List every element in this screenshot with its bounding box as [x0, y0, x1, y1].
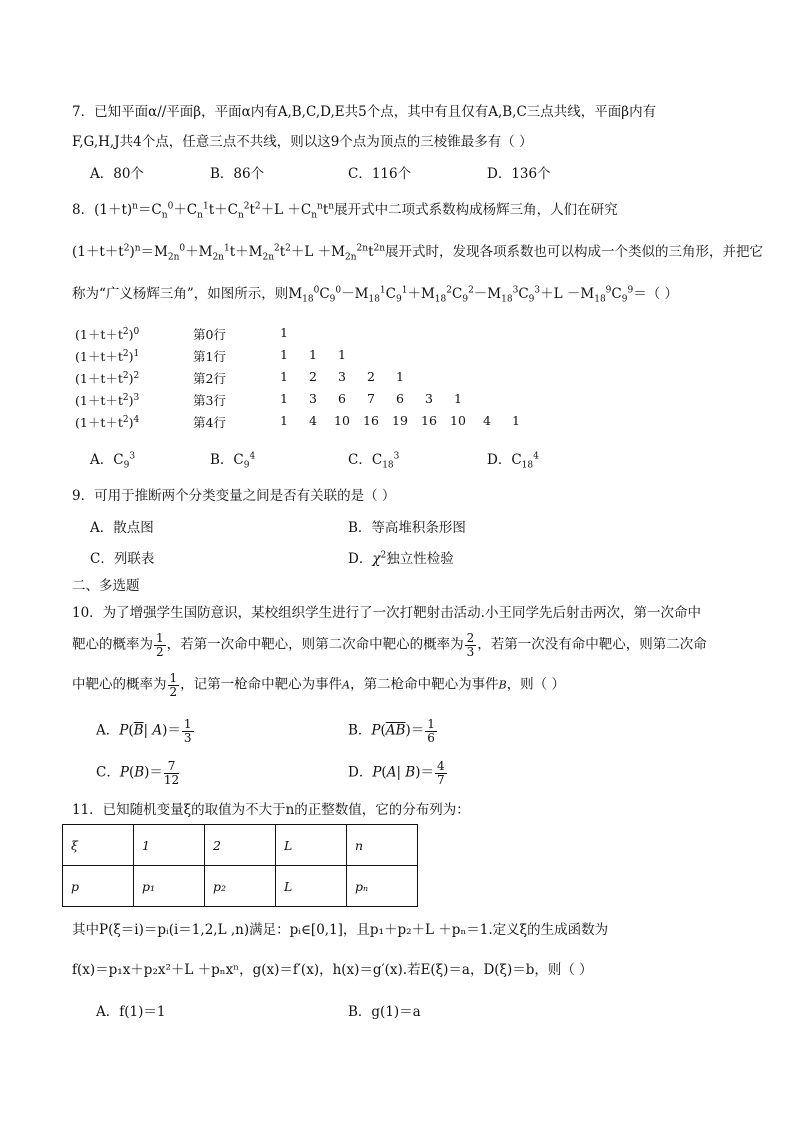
q8-stem-line2: [72, 244, 763, 261]
triangle-row-label: 第4行: [193, 415, 226, 430]
table-cell: p₁: [134, 866, 205, 907]
triangle-value: 1: [454, 391, 462, 406]
table-cell: ξ: [63, 825, 134, 866]
section-heading: 二、多选题: [72, 578, 140, 594]
q8-line2-text: 展开式时，发现各项系数也可以构成一个类似的三角形，并把它: [385, 244, 764, 260]
q7-option-c: C．116个: [348, 166, 412, 182]
q8-sum-expression: $M_{18}^0C_9^0-M_{18}^1C_9^1+M_{18}^2C_9^2-M_{18}^3C_9^3+L -M_{18}^9C_9^9$: [288, 285, 634, 305]
q8-option-a: A．$C_9^3$: [90, 451, 136, 471]
q11-option-a: A．f(1)＝1: [96, 1004, 166, 1020]
triangle-value: 16: [363, 413, 379, 428]
q8-stem-line1: [72, 202, 618, 219]
q9-stem: 9．可用于推断两个分类变量之间是否有关联的是（ ）: [72, 488, 396, 504]
table-cell: p₂: [205, 866, 276, 907]
q7-option-a: A．80个: [90, 166, 144, 182]
triangle-value: 10: [450, 413, 466, 428]
q10-stem-line3: 中靶心的概率为 $\frac{1}{2}$ ，记第一枪命中靶心为事件A，第二枪命中靶心为事件B，则（ ）: [72, 671, 565, 699]
q10-stem-line1: 10．为了增强学生国防意识，某校组织学生进行了一次打靶射击活动.小王同学先后射击两次，第一次命中: [72, 605, 701, 621]
table-cell: 2: [205, 825, 276, 866]
triangle-value: 1: [280, 391, 288, 406]
q7-stem-line2: F,G,H,J共4个点，任意三点不共线，则以这9个点为顶点的三棱锥最多有（ ）: [72, 134, 533, 150]
triangle-value: 6: [338, 391, 346, 406]
triangle-value: 1: [280, 369, 288, 384]
triangle-row-label: 第3行: [193, 393, 226, 408]
q7-option-b: B．86个: [210, 166, 265, 182]
table-cell: p: [63, 866, 134, 907]
fraction-one-half: $\frac{1}{2}$: [156, 631, 164, 659]
table-cell: L: [276, 866, 347, 907]
q8-option-b: B．$C_9^4$: [210, 451, 256, 471]
triangle-row-label: 第2行: [193, 371, 226, 386]
table-cell: n: [347, 825, 418, 866]
triangle-value: 19: [392, 413, 408, 428]
q10-option-a: A．$P(\overline{B}|$ A)＝ $\frac{1}{3}$: [96, 717, 192, 745]
q8-line3-tail: ＝（ ）: [633, 286, 679, 302]
triangle-value: 1: [280, 347, 288, 362]
q9-option-d: D．$\chi^2$独立性检验: [348, 550, 454, 567]
q8-line1-text: 展开式中二项式系数构成杨辉三角，人们在研究: [334, 202, 618, 218]
triangle-row-expression: $(1+t+t^2)^4$: [75, 414, 140, 430]
distribution-table: [62, 824, 418, 907]
triangle-value: 1: [309, 347, 317, 362]
table-cell: L: [276, 825, 347, 866]
q8-trinomial-formula: $(1+t+t^2)^n=M_{2n}^0+M_{2n}^1t+M_{2n}^2t^2+L +M_{2n}^{2n}t^{2n}$: [72, 243, 386, 263]
triangle-value: 10: [334, 413, 350, 428]
triangle-row-expression: $(1+t+t^2)^1$: [75, 348, 140, 364]
table-row: [63, 825, 418, 866]
triangle-value: 1: [280, 413, 288, 428]
triangle-value: 3: [425, 391, 433, 406]
q11-stem: 11．已知随机变量ξ的取值为不大于n的正整数值，它的分布列为：: [72, 802, 470, 818]
q10-stem-line2: 靶心的概率为 $\frac{1}{2}$ ，若第一次命中靶心，则第二次命中靶心的概率为 $\frac{2}{3}$ ，若第一次没有命中靶心，则第二次命: [72, 631, 707, 659]
triangle-row-expression: $(1+t+t^2)^2$: [75, 370, 140, 386]
triangle-row-expression: $(1+t+t^2)^0$: [75, 326, 140, 342]
q8-line3-head: 称为“广义杨辉三角”，如图所示，则: [72, 286, 289, 302]
triangle-value: 2: [309, 369, 317, 384]
triangle-value: 3: [338, 369, 346, 384]
q7-stem-line1: 7．已知平面α//平面β，平面α内有A,B,C,D,E共5个点，其中有且仅有A,B,C三点共线，平面β内有: [72, 104, 657, 120]
triangle-value: 16: [421, 413, 437, 428]
triangle-value: 1: [512, 413, 520, 428]
triangle-value: 2: [367, 369, 375, 384]
triangle-row-label: 第0行: [193, 327, 226, 342]
fraction-one-half: $\frac{1}{2}$: [169, 671, 178, 699]
q8-stem-line3: [72, 286, 678, 303]
table-row: [63, 866, 418, 907]
q7-option-d: D．136个: [487, 166, 551, 182]
q10-option-d: D．P(A| B)＝ $\frac{4}{7}$: [348, 759, 445, 787]
q8-binomial-formula: 8．$(1+t)^n=C_n^0+C_n^1t+C_n^2t^2+L +C_n^nt^n$: [72, 201, 335, 221]
q9-option-b: B．等高堆积条形图: [348, 520, 466, 536]
triangle-value: 6: [396, 391, 404, 406]
q11-option-b: B．g(1)＝a: [348, 1004, 421, 1020]
q9-option-a: A．散点图: [90, 520, 154, 536]
q8-option-c: C．$C_{18}^3$: [348, 451, 400, 471]
fraction-two-thirds: $\frac{2}{3}$: [466, 631, 475, 659]
triangle-value: 1: [396, 369, 404, 384]
q10-option-c: C．P(B)＝ $\frac{7}{12}$: [96, 759, 180, 787]
triangle-row-expression: $(1+t+t^2)^3$: [75, 392, 140, 408]
triangle-value: 1: [280, 325, 288, 340]
q11-condition-line: 其中P(ξ＝i)＝pᵢ(i＝1,2,L ,n)满足：pᵢ∈[0,1]，且p₁＋p₂＋L ＋pₙ＝1.定义ξ的生成函数为: [72, 922, 609, 938]
triangle-value: 4: [309, 413, 317, 428]
q10-option-b: B．$P(\overline{AB})=$ $\frac{1}{6}$: [348, 717, 435, 745]
triangle-value: 1: [338, 347, 346, 362]
q11-function-line: f(x)＝p₁x＋p₂x²＋L ＋pₙxⁿ，g(x)＝f′(x)，h(x)＝g′(x).若E(ξ)＝a，D(ξ)＝b，则（ ）: [72, 962, 593, 978]
table-cell: pₙ: [347, 866, 418, 907]
triangle-value: 4: [483, 413, 491, 428]
triangle-row-label: 第1行: [193, 349, 226, 364]
q9-option-c: C．列联表: [90, 551, 155, 567]
triangle-value: 7: [367, 391, 375, 406]
table-cell: 1: [134, 825, 205, 866]
triangle-value: 3: [309, 391, 317, 406]
q8-option-d: D．$C_{18}^4$: [487, 451, 539, 471]
